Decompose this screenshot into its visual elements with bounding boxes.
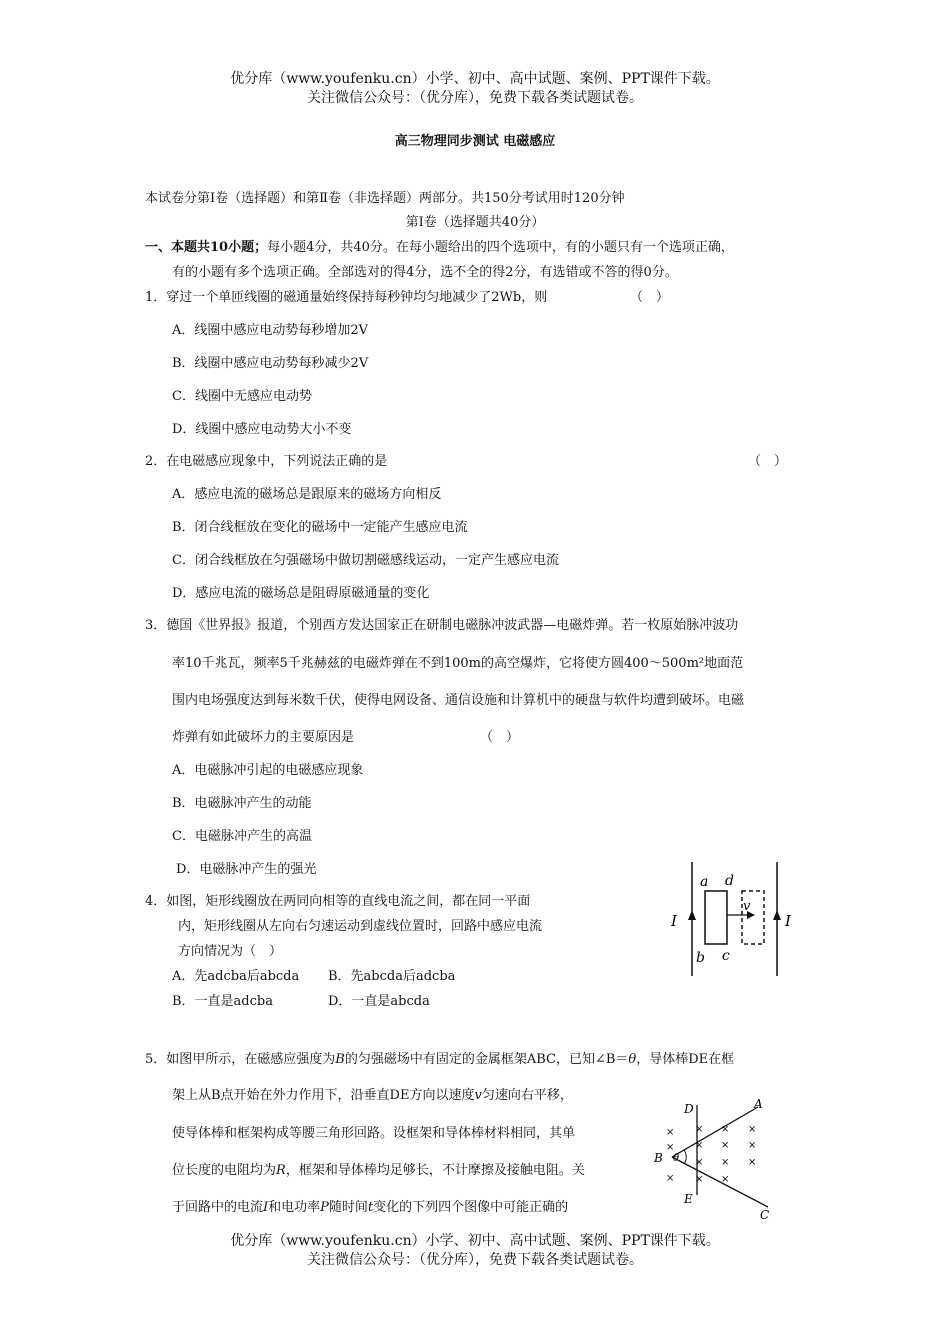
q5-l4-b: ，框架和导体棒均足够长，不计摩擦及接触电阻。关 bbox=[285, 1163, 585, 1178]
label-v: v bbox=[743, 899, 751, 914]
q3-option-b: B．电磁脉冲产生的动能 bbox=[172, 796, 312, 811]
q5-l1-b: 的匀强磁场中有固定的金属框架ABC，已知∠B＝ bbox=[344, 1052, 629, 1067]
section-text-2: 有的小题有多个选项正确。全部选对的得4分，选不全的得2分，有选错或不答的得0分。 bbox=[172, 265, 678, 280]
q2-option-b: B．闭合线框放在变化的磁场中一定能产生感应电流 bbox=[172, 520, 468, 535]
part1-title: 第Ⅰ卷（选择题共40分） bbox=[405, 215, 545, 230]
q4-figure bbox=[665, 858, 805, 980]
field-cross-icon: × bbox=[721, 1140, 730, 1151]
q5-line-2 bbox=[172, 1084, 573, 1103]
label-I-right: I bbox=[785, 912, 791, 930]
field-cross-icon: × bbox=[666, 1127, 675, 1138]
header-line-2: 关注微信公众号：（优分库），免费下载各类试题试卷。 bbox=[307, 90, 643, 106]
field-cross-icon: × bbox=[695, 1140, 704, 1151]
q1-stem: 1．穿过一个单匝线圈的磁通量始终保持每秒钟均匀地减少了2Wb，则 bbox=[145, 290, 548, 305]
q5-sym-R: R bbox=[276, 1163, 286, 1178]
q4-option-c: B．一直是adcba bbox=[172, 994, 273, 1009]
label-theta: θ bbox=[673, 1153, 680, 1164]
label-I-left: I bbox=[671, 912, 677, 930]
section-heading bbox=[145, 236, 734, 255]
q3-option-c: C．电磁脉冲产生的高温 bbox=[172, 829, 312, 844]
label-a: a bbox=[700, 874, 709, 890]
q5-line-4 bbox=[172, 1159, 585, 1178]
q3-line-4: 炸弹有如此破坏力的主要原因是 bbox=[172, 730, 355, 745]
field-cross-icon: × bbox=[748, 1124, 757, 1135]
q3-line-2: 率10千兆瓦，频率5千兆赫兹的电磁炸弹在不到100m的高空爆炸，它将使方圆400～500m²地面范 bbox=[172, 656, 744, 671]
q4-line-3: 方向情况为（ ） bbox=[178, 944, 283, 959]
q4-option-b: B．先abcda后adcba bbox=[328, 969, 456, 984]
q5-line-3: 使导体棒和框架构成等腰三角形回路。设框架和导体棒材料相同，其单 bbox=[172, 1126, 576, 1141]
footer-line-2: 关注微信公众号：（优分库），免费下载各类试题试卷。 bbox=[307, 1252, 643, 1268]
q1-option-a: A．线圈中感应电动势每秒增加2V bbox=[172, 323, 369, 338]
right-current-arrow-icon bbox=[773, 910, 781, 920]
q3-line-3: 围内电场强度达到每米数千伏，使得电网设备、通信设施和计算机中的硬盘与软件均遭到破坏。电磁 bbox=[172, 693, 745, 708]
label-d: d bbox=[725, 873, 734, 889]
q5-l4-a: 位长度的电阻均为 bbox=[172, 1163, 277, 1178]
q5-l2-a: 架上从B点开始在外力作用下，沿垂直DE方向以速度 bbox=[172, 1088, 475, 1103]
section-label: 一、本题共10小题； bbox=[145, 240, 268, 255]
label-B: B bbox=[654, 1151, 663, 1165]
q5-sym-P: P bbox=[320, 1200, 329, 1215]
label-E: E bbox=[684, 1192, 693, 1206]
field-cross-icon: × bbox=[695, 1174, 704, 1185]
q5-sym-B: B bbox=[335, 1052, 345, 1067]
q5-sym-t: t bbox=[367, 1200, 374, 1215]
intro-text: 本试卷分第Ⅰ卷（选择题）和第Ⅱ卷（非选择题）两部分。共150分考试用时120分钟 bbox=[145, 191, 625, 206]
q1-option-c: C．线圈中无感应电动势 bbox=[172, 389, 312, 404]
section-text-1: 每小题4分，共40分。在每小题给出的四个选项中，有的小题只有一个选项正确， bbox=[267, 240, 734, 255]
q1-option-d: D．线圈中感应电动势大小不变 bbox=[172, 422, 352, 437]
field-cross-icon: × bbox=[721, 1174, 730, 1185]
q4-line-1: 4．如图，矩形线圈放在两同向相等的直线电流之间，都在同一平面 bbox=[145, 894, 531, 909]
q5-line-5 bbox=[172, 1196, 568, 1215]
q2-option-c: C．闭合线框放在匀强磁场中做切割磁感线运动，一定产生感应电流 bbox=[172, 553, 559, 568]
q5-l5-a: 于回路中的电流 bbox=[172, 1200, 264, 1215]
q4-option-a: A．先adcba后abcda bbox=[172, 969, 300, 984]
q2-stem: 2．在电磁感应现象中，下列说法正确的是 bbox=[145, 454, 388, 469]
q5-line-1 bbox=[145, 1048, 734, 1067]
q5-sym-v: v bbox=[474, 1088, 482, 1103]
label-A: A bbox=[754, 1097, 763, 1111]
q5-l5-c: 随时间 bbox=[328, 1200, 368, 1215]
q5-l1-a: 5．如图甲所示，在磁感应强度为 bbox=[145, 1052, 336, 1067]
page-title: 高三物理同步测试 电磁感应 bbox=[394, 134, 556, 149]
q5-l5-b: 和电功率 bbox=[268, 1200, 321, 1215]
label-C: C bbox=[760, 1208, 770, 1220]
field-cross-icon: × bbox=[695, 1124, 704, 1135]
label-D: D bbox=[684, 1102, 694, 1116]
q5-sym-I: I bbox=[263, 1200, 269, 1215]
field-cross-icon: × bbox=[666, 1142, 675, 1153]
field-cross-icon: × bbox=[695, 1157, 704, 1168]
header-line-1: 优分库（www.youfenku.cn）小学、初中、高中试题、案例、PPT课件下载。 bbox=[230, 71, 720, 87]
q2-option-d: D．感应电流的磁场总是阻碍原磁通量的变化 bbox=[172, 586, 430, 601]
q5-sym-theta: θ bbox=[628, 1052, 637, 1067]
q5-l2-b: 匀速向右平移， bbox=[481, 1088, 573, 1103]
q5-l5-d: 变化的下列四个图像中可能正确的 bbox=[373, 1200, 569, 1215]
label-b: b bbox=[696, 950, 705, 966]
left-current-arrow-icon bbox=[688, 910, 696, 920]
q5-l1-c: ，导体棒DE在框 bbox=[636, 1052, 735, 1067]
q3-answer-blank: （ ） bbox=[480, 730, 520, 745]
magnetic-field-crosses bbox=[666, 1124, 756, 1185]
q3-option-a: A．电磁脉冲引起的电磁感应现象 bbox=[172, 763, 364, 778]
field-cross-icon: × bbox=[721, 1124, 730, 1135]
q2-answer-blank: （ ） bbox=[748, 454, 788, 469]
coil-rect bbox=[705, 891, 727, 944]
footer-line-1: 优分库（www.youfenku.cn）小学、初中、高中试题、案例、PPT课件下载。 bbox=[230, 1233, 720, 1249]
q4-option-d: D．一直是abcda bbox=[328, 994, 430, 1009]
q3-line-1: 3．德国《世界报》报道，个别西方发达国家正在研制电磁脉冲波武器—电磁炸弹。若一枚原始脉冲波功 bbox=[145, 618, 739, 633]
q4-line-2: 内，矩形线圈从左向右匀速运动到虚线位置时，回路中感应电流 bbox=[178, 919, 543, 934]
field-cross-icon: × bbox=[666, 1173, 675, 1184]
field-cross-icon: × bbox=[748, 1140, 757, 1151]
q3-option-d: D．电磁脉冲产生的强光 bbox=[176, 862, 317, 877]
q2-option-a: A．感应电流的磁场总是跟原来的磁场方向相反 bbox=[172, 487, 442, 502]
q1-option-b: B．线圈中感应电动势每秒减少2V bbox=[172, 356, 369, 371]
q1-answer-blank: （ ） bbox=[630, 290, 670, 305]
q5-figure bbox=[650, 1095, 775, 1220]
label-c: c bbox=[722, 948, 730, 964]
field-cross-icon: × bbox=[748, 1157, 757, 1168]
field-cross-icon: × bbox=[721, 1157, 730, 1168]
angle-arc bbox=[684, 1150, 686, 1164]
